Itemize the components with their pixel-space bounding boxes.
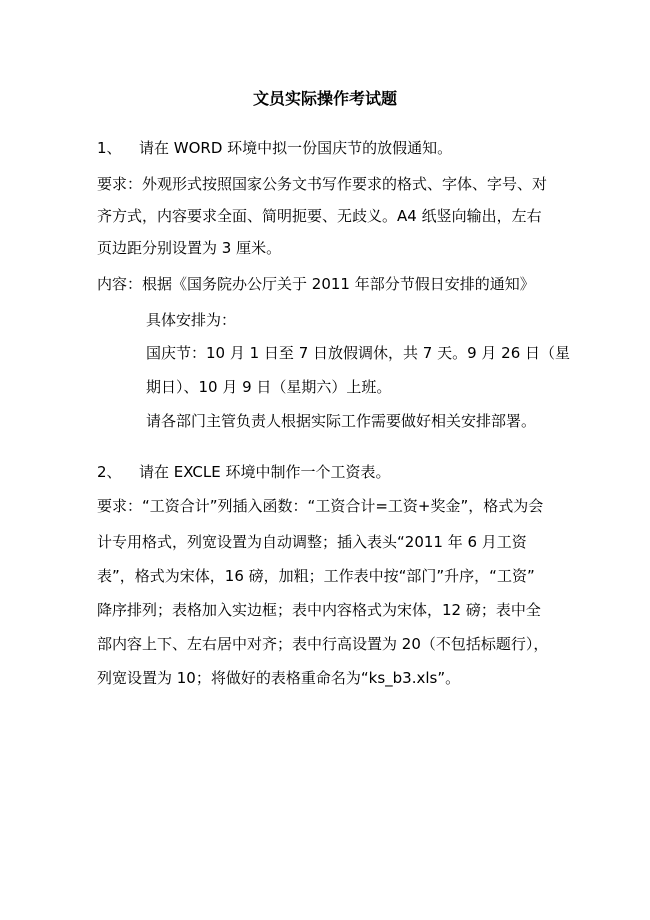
question-2-requirement-line: 表”，格式为宋体，16 磅，加粗；工作表中按“部门”升序，“工资” <box>97 567 535 585</box>
question-1-content-line: 内容：根据《国务院办公厅关于 2011 年部分节假日安排的通知》 <box>97 275 535 293</box>
question-1-arrangement-line: 期日）、10 月 9 日（星期六）上班。 <box>146 378 392 396</box>
question-1-arrangement-line: 请各部门主管负责人根据实际工作需要做好相关安排部署。 <box>146 412 537 430</box>
question-2-number: 2、 <box>97 463 122 481</box>
question-2-requirement-line: 要求：“工资合计”列插入函数：“工资合计=工资+奖金”，格式为会 <box>97 497 544 515</box>
question-2-requirement-line: 降序排列；表格加入实边框；表中内容格式为宋体，12 磅；表中全 <box>97 601 541 619</box>
question-2-requirement-line: 部内容上下、左右居中对齐；表中行高设置为 20（不包括标题行）， <box>97 635 549 653</box>
question-1-arrangement-line: 国庆节：10 月 1 日至 7 日放假调休，共 7 天。9 月 26 日（星 <box>146 344 571 362</box>
question-2-requirement-line: 计专用格式，列宽设置为自动调整；插入表头“2011 年 6 月工资 <box>97 533 527 551</box>
question-2-heading: 请在 EXCLE 环境中制作一个工资表。 <box>139 463 391 481</box>
question-1-requirement-line: 齐方式，内容要求全面、简明扼要、无歧义。A4 纸竖向输出，左右 <box>97 207 542 225</box>
question-1-requirement-line: 页边距分别设置为 3 厘米。 <box>97 239 282 257</box>
document-title: 文员实际操作考试题 <box>252 89 397 108</box>
question-1-requirement-line: 要求：外观形式按照国家公务文书写作要求的格式、字体、字号、对 <box>97 175 548 193</box>
question-1-arrangement-line: 具体安排为： <box>146 311 237 329</box>
question-1-heading: 请在 WORD 环境中拟一份国庆节的放假通知。 <box>139 139 453 157</box>
question-1-number: 1、 <box>97 139 122 157</box>
question-2-requirement-line: 列宽设置为 10；将做好的表格重命名为“ks_b3.xls”。 <box>97 669 461 687</box>
